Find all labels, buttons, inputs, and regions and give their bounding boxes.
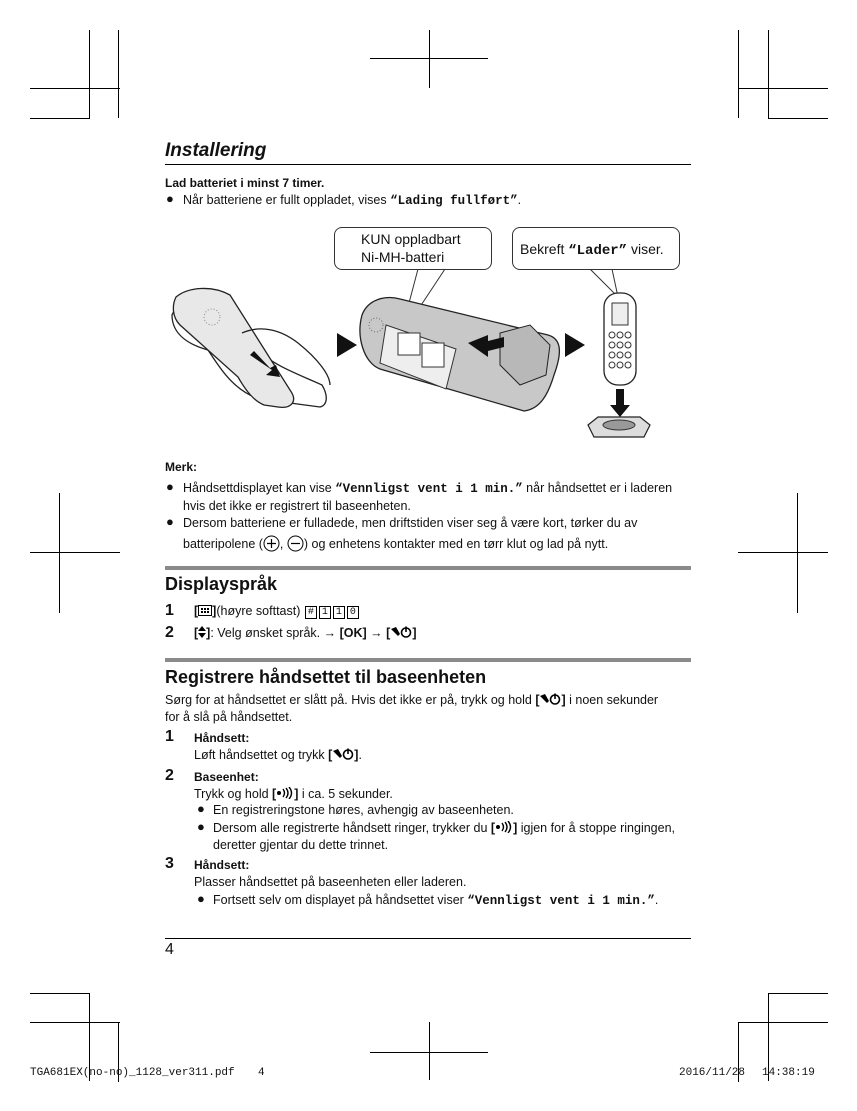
register-step-2-b2-line2: deretter gjentar du dette trinnet. (213, 838, 389, 852)
note-b1-suffix: når håndsettet er i laderen (522, 481, 673, 495)
digit-key: 0 (347, 606, 359, 619)
off-power-key-icon: [ ] (386, 626, 417, 640)
register-step-3-text: Plasser håndsettet på baseenheten eller laderen. (194, 875, 467, 889)
step-number: 2 (165, 767, 174, 784)
display-step-1-text: (høyre softtast) (216, 604, 301, 618)
display-language-title: Displayspråk (165, 574, 278, 594)
navigator-key-icon: [ ] (194, 626, 211, 640)
locator-key-icon: [ ] (272, 787, 299, 801)
step-number: 3 (165, 855, 174, 872)
note-b2-line1: Dersom batteriene er fulladede, men driftstiden viser seg å være kort, tørker du av (183, 516, 638, 530)
confirm-callout-suffix: viser. (627, 241, 664, 257)
ok-key: [OK] (339, 626, 367, 640)
confirm-callout-text: Bekreft (520, 241, 569, 257)
arrow-icon: → (370, 626, 383, 640)
note-bullet-2: Dersom batteriene er fulladede, men driftstiden viser seg å være kort, tørker du av batteripolene ( , ) og enhetens kontakter med en tørr klut og lad på nytt. (183, 515, 693, 553)
step-number: 1 (165, 602, 174, 619)
off-power-key-icon: [ ] (535, 693, 566, 707)
register-step-2-text: Trykk og hold (194, 787, 273, 801)
register-step-2-suffix: i ca. 5 sekunder. (298, 787, 393, 801)
register-intro-text: Sørg for at håndsettet er slått på. Hvis det ikke er på, trykk og hold (165, 693, 536, 707)
note-b1-text: Håndsettdisplayet kan vise (183, 481, 336, 495)
charge-heading: Lad batteriet i minst 7 timer. (165, 176, 325, 190)
battery-callout-line2: Ni-MH-batteri (361, 249, 445, 265)
register-intro (165, 692, 695, 726)
ok-label: OK (343, 626, 363, 640)
register-step-3-b1-text: Fortsett selv om displayet på håndsettet viser (213, 893, 468, 907)
register-step-1-text: Løft håndsettet og trykk (194, 748, 329, 762)
bullet-icon: ● (166, 479, 174, 494)
menu-softkey-icon: [ ] (194, 604, 217, 618)
register-step-2-bullet-1: En registreringstone høres, avhengig av baseenheten. (213, 803, 514, 817)
charge-bullet-text: Når batteriene er fullt oppladet, vises (183, 193, 391, 207)
register-step-2-bullet-2 (213, 820, 693, 854)
register-step-1 (194, 730, 362, 764)
bullet-icon: ● (197, 819, 205, 834)
battery-callout (334, 227, 492, 270)
note-heading: Merk: (165, 460, 198, 474)
charge-bullet-code: “Lading fullført” (390, 194, 518, 208)
footer-file: TGA681EX(no-no)_1128_ver311.pdf (30, 1067, 235, 1079)
arrow-icon: → (323, 626, 337, 640)
section-bar (165, 658, 691, 662)
register-intro-line2: for å slå på håndsettet. (165, 710, 293, 724)
register-step-1-label: Håndsett: (194, 731, 250, 745)
bullet-icon: ● (166, 191, 174, 206)
register-step-2-b2-text: Dersom alle registrerte håndsett ringer, trykker du (213, 821, 491, 835)
footer-time: 14:38:19 (762, 1067, 815, 1079)
page-title: Installering (165, 140, 267, 161)
register-step-2-b2-suffix: igjen for å stoppe ringingen, (517, 821, 675, 835)
register-title: Registrere håndsettet til baseenheten (165, 667, 487, 687)
note-b2-line2-suffix: ) og enhetens kontakter med en tørr klut og lad på nytt. (303, 537, 609, 551)
locator-key-icon: [ ] (490, 821, 518, 835)
register-step-2 (194, 769, 694, 803)
confirm-callout-code: “Lader” (568, 243, 628, 259)
step-number: 2 (165, 624, 174, 641)
off-power-key-icon: [ ] (328, 748, 359, 762)
display-step-2 (194, 625, 417, 642)
charge-bullet (183, 192, 521, 210)
footer-date: 2016/11/28 (679, 1067, 746, 1079)
bottom-rule (165, 938, 691, 939)
register-step-3-b1-suffix: . (654, 893, 659, 907)
note-b1-code: “Vennligst vent i 1 min.” (335, 482, 523, 496)
register-step-1-suffix: . (358, 748, 362, 762)
hash-key: # (305, 606, 317, 619)
register-step-3-bullet (213, 892, 658, 910)
confirm-callout (512, 227, 680, 270)
digit-key: 1 (333, 606, 345, 619)
bullet-icon: ● (197, 801, 205, 816)
minus-terminal-icon (287, 535, 304, 552)
footer-page: 4 (258, 1067, 265, 1079)
display-step-1 (194, 603, 360, 620)
step-number: 1 (165, 728, 174, 745)
title-rule (165, 164, 691, 165)
bullet-icon: ● (197, 891, 205, 906)
note-b2-line2-prefix: batteripolene ( (183, 537, 263, 551)
note-b1-line2: hvis det ikke er registrert til baseenheten. (183, 499, 411, 513)
register-step-3 (194, 857, 694, 891)
register-step-3-label: Håndsett: (194, 858, 250, 872)
digit-key: 1 (319, 606, 331, 619)
charge-bullet-suffix: . (517, 193, 522, 207)
register-step-3-b1-code: “Vennligst vent i 1 min.” (467, 894, 655, 908)
page-number: 4 (165, 941, 174, 958)
note-bullet-1 (183, 480, 693, 515)
bullet-icon: ● (166, 514, 174, 529)
register-step-2-label: Baseenhet: (194, 770, 259, 784)
plus-terminal-icon (263, 535, 280, 552)
register-intro-suffix: i noen sekunder (565, 693, 659, 707)
battery-callout-line1: KUN oppladbart (361, 231, 461, 247)
section-bar (165, 566, 691, 570)
display-step-2-text: : Velg ønsket språk. (210, 626, 321, 640)
